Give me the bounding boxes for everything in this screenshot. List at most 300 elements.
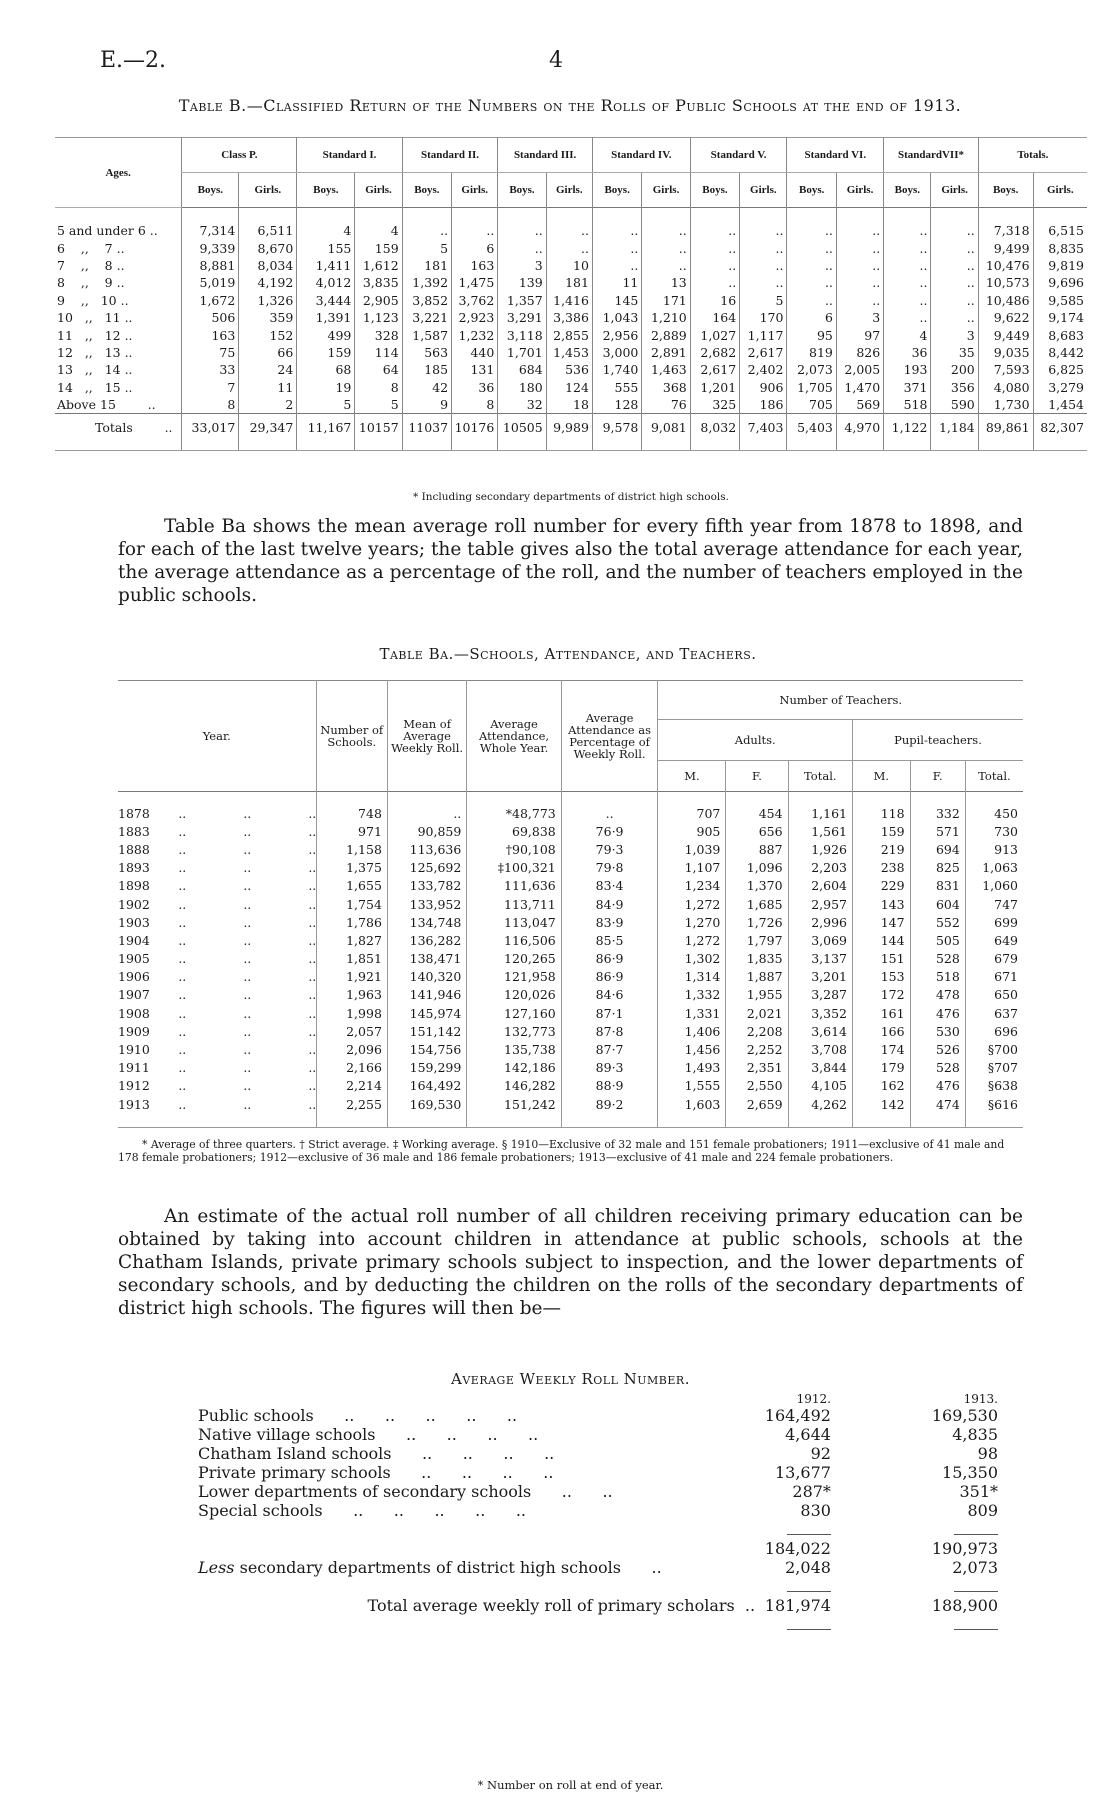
cell-value: 144 <box>853 931 911 949</box>
cell-value: 696 <box>965 1022 1023 1040</box>
cell-value: 147 <box>853 913 911 931</box>
cell-value: 151 <box>853 950 911 968</box>
cell-value: 450 <box>965 804 1023 822</box>
cell-value: 526 <box>910 1040 965 1058</box>
cell-value: 89·3 <box>561 1059 658 1077</box>
year-cell <box>118 968 316 986</box>
leader-dots: .. <box>243 1005 252 1021</box>
year-value: 1912 <box>118 1078 150 1094</box>
cell-value: 476 <box>910 1077 965 1095</box>
leader-dots: .. <box>178 1042 187 1058</box>
table-row <box>118 986 1023 1004</box>
cell-value: 4 <box>884 326 931 343</box>
leader-dots: .. <box>308 914 317 930</box>
year-cell <box>118 1004 316 1022</box>
leader-dots: .. <box>178 896 187 912</box>
subtotal-1912: 184,022 <box>764 1539 831 1558</box>
cell-value: 95 <box>787 326 836 343</box>
cell-value: 238 <box>853 859 911 877</box>
cell-value: 111,636 <box>467 877 561 895</box>
cell-value: 1,123 <box>355 309 402 326</box>
table-row <box>118 895 1023 913</box>
cell-value: 120,026 <box>467 986 561 1004</box>
group-header: StandardVII* <box>884 138 979 173</box>
age-range: 6 ,, 7 .. <box>57 240 125 256</box>
leader-dots: .. <box>308 1023 317 1039</box>
year-cell <box>118 986 316 1004</box>
cell-value: 2,252 <box>726 1040 788 1058</box>
year-value: 1883 <box>118 823 150 839</box>
year-cell <box>118 1040 316 1058</box>
cell-value: 747 <box>965 895 1023 913</box>
cell-value: 76 <box>642 396 690 414</box>
cell-value: 671 <box>965 968 1023 986</box>
less-row <box>198 1558 998 1577</box>
sum-rule <box>954 1534 998 1535</box>
cell-value: .. <box>592 222 641 239</box>
total-value: 9,578 <box>592 414 641 441</box>
cell-value: †90,108 <box>467 840 561 858</box>
cell-value: 1,555 <box>658 1077 726 1095</box>
paragraph-table-ba-intro <box>118 515 1023 607</box>
cell-value: .. <box>787 292 836 309</box>
cell-value: 476 <box>910 1004 965 1022</box>
pupil-m-header: M. <box>853 761 911 792</box>
cell-value: 3,844 <box>788 1059 852 1077</box>
roll-1912: 287* <box>792 1482 831 1501</box>
cell-value: 200 <box>931 361 978 378</box>
cell-value: 518 <box>910 968 965 986</box>
year-value: 1911 <box>118 1060 150 1076</box>
leader-dots: .. <box>243 914 252 930</box>
cell-value: 164 <box>690 309 739 326</box>
cell-value: 3,279 <box>1033 379 1087 396</box>
table-ba-title: Table Ba.—Schools, Attendance, and Teachers. <box>379 645 757 663</box>
table-row <box>118 840 1023 858</box>
cell-value: 229 <box>853 877 911 895</box>
cell-value: 1,926 <box>788 840 852 858</box>
pupil-teachers-header: Pupil-teachers. <box>853 720 1023 761</box>
totals-row <box>55 414 1087 441</box>
cell-value: 1,314 <box>658 968 726 986</box>
leader-dots: .. <box>243 1096 252 1112</box>
cell-value: 1,835 <box>726 950 788 968</box>
pupil-f-header: F. <box>910 761 965 792</box>
year-value: 1898 <box>118 878 150 894</box>
cell-value: 2,905 <box>355 292 402 309</box>
leader-dots: .. <box>243 1078 252 1094</box>
cell-value: .. <box>884 239 931 256</box>
total-value: 9,989 <box>546 414 592 441</box>
cell-value: 1,672 <box>182 292 239 309</box>
cell-value: 6,515 <box>1033 222 1087 239</box>
cell-value: 3 <box>498 257 546 274</box>
cell-value: 1,357 <box>498 292 546 309</box>
cell-value: 155 <box>297 239 355 256</box>
cell-value: 748 <box>316 804 387 822</box>
leader-dots: .. <box>243 969 252 985</box>
cell-value: .. <box>690 257 739 274</box>
year-cell <box>118 1077 316 1095</box>
boys-header: Boys. <box>884 173 931 208</box>
cell-value: 8,881 <box>182 257 239 274</box>
cell-value: .. <box>642 222 690 239</box>
cell-value: 4,192 <box>239 274 297 291</box>
cell-value: 730 <box>965 822 1023 840</box>
cell-value: §616 <box>965 1095 1023 1113</box>
cell-value: 42 <box>402 379 451 396</box>
cell-value: 5 <box>355 396 402 414</box>
cell-value: 4,012 <box>297 274 355 291</box>
grand-total-row <box>198 1596 998 1615</box>
year-cell <box>118 913 316 931</box>
cell-value: 8 <box>355 379 402 396</box>
leader-dots: .. <box>243 823 252 839</box>
table-ba <box>118 680 1023 1128</box>
table-row <box>55 239 1087 256</box>
cell-value: 1,955 <box>726 986 788 1004</box>
cell-value: 2,996 <box>788 913 852 931</box>
cell-value: 1,561 <box>788 822 852 840</box>
cell-value: 1,416 <box>546 292 592 309</box>
total-value: 10505 <box>498 414 546 441</box>
cell-value: 506 <box>182 309 239 326</box>
year-value: 1907 <box>118 987 150 1003</box>
cell-value: 684 <box>498 361 546 378</box>
cell-value: 8,683 <box>1033 326 1087 343</box>
cell-value: .. <box>387 804 466 822</box>
girls-header: Girls. <box>546 173 592 208</box>
boys-header: Boys. <box>978 173 1033 208</box>
group-header: Standard III. <box>498 138 593 173</box>
roll-label: Public schools .. .. .. .. .. <box>198 1406 518 1425</box>
cell-value: 2,096 <box>316 1040 387 1058</box>
cell-value: 186 <box>740 396 787 414</box>
total-value: 82,307 <box>1033 414 1087 441</box>
total-value: 9,081 <box>642 414 690 441</box>
age-range: 10 ,, 11 .. <box>57 310 133 326</box>
cell-value: 86·9 <box>561 950 658 968</box>
leader-dots: .. <box>243 896 252 912</box>
cell-value: 11 <box>592 274 641 291</box>
girls-header: Girls. <box>1033 173 1087 208</box>
cell-value: 9,174 <box>1033 309 1087 326</box>
year-header: Year. <box>202 729 231 743</box>
cell-value: .. <box>931 292 978 309</box>
cell-value: .. <box>787 257 836 274</box>
cell-value: 135,738 <box>467 1040 561 1058</box>
year-value: 1910 <box>118 1042 150 1058</box>
cell-value: 32 <box>498 396 546 414</box>
cell-value: 1,161 <box>788 804 852 822</box>
cell-value: 637 <box>965 1004 1023 1022</box>
paragraph-text: Table Ba shows the mean average roll number for every fifth year from 1878 to 1898, and for each of the last twelve years; the table gives also the total average attendance for each year, the average attendance as a percentage of the roll, and the number of teachers employed in the public schools. <box>118 516 1023 606</box>
leader-dots: .. <box>178 1096 187 1112</box>
cell-value: 97 <box>836 326 883 343</box>
cell-value: 125,692 <box>387 859 466 877</box>
cell-value: .. <box>931 222 978 239</box>
roll-1913: 809 <box>967 1501 998 1520</box>
cell-value: 9,585 <box>1033 292 1087 309</box>
roll-label: Special schools .. .. .. .. .. <box>198 1501 526 1520</box>
cell-value: 705 <box>787 396 836 414</box>
cell-value: 679 <box>965 950 1023 968</box>
cell-value: 454 <box>726 804 788 822</box>
schools-header: Number of Schools. <box>316 681 387 792</box>
cell-value: 5 <box>297 396 355 414</box>
cell-value: 68 <box>297 361 355 378</box>
leader-dots: .. <box>308 932 317 948</box>
cell-value: 145 <box>592 292 641 309</box>
cell-value: 84·6 <box>561 986 658 1004</box>
cell-value: 1,705 <box>787 379 836 396</box>
cell-value: 159,299 <box>387 1059 466 1077</box>
cell-value: .. <box>740 274 787 291</box>
year-cell <box>118 840 316 858</box>
cell-value: 3,118 <box>498 326 546 343</box>
cell-value: 3,852 <box>402 292 451 309</box>
cell-value: 113,711 <box>467 895 561 913</box>
cell-value: 8,670 <box>239 239 297 256</box>
girls-header: Girls. <box>239 173 297 208</box>
leader-dots: .. <box>178 932 187 948</box>
cell-value: 2,617 <box>740 344 787 361</box>
cell-value: 9,449 <box>978 326 1033 343</box>
cell-value: 518 <box>884 396 931 414</box>
cell-value: 1,463 <box>642 361 690 378</box>
leader-dots: .. <box>243 805 252 821</box>
roll-label: Native village schools .. .. .. .. <box>198 1425 539 1444</box>
cell-value: 530 <box>910 1022 965 1040</box>
subtotal-row <box>198 1539 998 1558</box>
paragraph-roll-estimate <box>118 1205 1023 1320</box>
cell-value: 1,332 <box>658 986 726 1004</box>
cell-value: 151,242 <box>467 1095 561 1113</box>
cell-value: 36 <box>452 379 498 396</box>
cell-value: .. <box>498 239 546 256</box>
leader-dots: .. <box>178 969 187 985</box>
cell-value: 76·9 <box>561 822 658 840</box>
roll-1912: 164,492 <box>764 1406 831 1425</box>
year-value: 1888 <box>118 841 150 857</box>
cell-value: 9,339 <box>182 239 239 256</box>
roll-1913: 351* <box>959 1482 998 1501</box>
leader-dots: .. <box>308 969 317 985</box>
cell-value: 79·8 <box>561 859 658 877</box>
cell-value: 7,318 <box>978 222 1033 239</box>
total-value: 8,032 <box>690 414 739 441</box>
cell-value: 9 <box>402 396 451 414</box>
cell-value: §700 <box>965 1040 1023 1058</box>
cell-value: 9,622 <box>978 309 1033 326</box>
roll-row <box>198 1406 998 1425</box>
age-range: Above 15 .. <box>57 397 156 413</box>
year-cell <box>118 1059 316 1077</box>
total-value: 29,347 <box>239 414 297 441</box>
table-b-footnote: * Including secondary departments of district high schools. <box>412 491 730 503</box>
year-1912-header: 1912. <box>796 1392 831 1406</box>
table-row <box>118 1059 1023 1077</box>
cell-value: 571 <box>910 822 965 840</box>
cell-value: 2,659 <box>726 1095 788 1113</box>
cell-value: 440 <box>452 344 498 361</box>
cell-value: 1,107 <box>658 859 726 877</box>
leader-dots: .. <box>178 1060 187 1076</box>
group-header: Standard IV. <box>592 138 690 173</box>
cell-value: 2,617 <box>690 361 739 378</box>
age-range: 5 and under 6 .. <box>57 223 158 239</box>
cell-value: §638 <box>965 1077 1023 1095</box>
leader-dots: .. <box>308 1005 317 1021</box>
cell-value: 162 <box>853 1077 911 1095</box>
adults-total-header: Total. <box>788 761 852 792</box>
average-weekly-roll-table <box>198 1392 998 1634</box>
cell-value: 159 <box>297 344 355 361</box>
cell-value: 831 <box>910 877 965 895</box>
leader-dots: .. <box>178 951 187 967</box>
cell-value: 1,060 <box>965 877 1023 895</box>
cell-value: 528 <box>910 1059 965 1077</box>
cell-value: .. <box>546 222 592 239</box>
year-value: 1904 <box>118 932 150 948</box>
cell-value: 7,314 <box>182 222 239 239</box>
cell-value: 887 <box>726 840 788 858</box>
less-label: secondary departments of district high schools .. <box>234 1558 662 1577</box>
cell-value: 3,137 <box>788 950 852 968</box>
age-range: 11 ,, 12 .. <box>57 327 133 343</box>
boys-header: Boys. <box>787 173 836 208</box>
average-weekly-roll-footnote: * Number on roll at end of year. <box>477 1778 664 1792</box>
table-row <box>118 1040 1023 1058</box>
cell-value: 1,754 <box>316 895 387 913</box>
year-cell <box>118 950 316 968</box>
cell-value: 3,000 <box>592 344 641 361</box>
table-row <box>55 396 1087 414</box>
cell-value: 1,887 <box>726 968 788 986</box>
total-value: 7,403 <box>740 414 787 441</box>
leader-dots: .. <box>308 1078 317 1094</box>
cell-value: 10,486 <box>978 292 1033 309</box>
cell-value: .. <box>690 274 739 291</box>
cell-value: 819 <box>787 344 836 361</box>
roll-1913: 4,835 <box>952 1425 998 1444</box>
adults-m-header: M. <box>658 761 726 792</box>
cell-value: 121,958 <box>467 968 561 986</box>
leader-dots: .. <box>243 841 252 857</box>
cell-value: 169,530 <box>387 1095 466 1113</box>
leader-dots: .. <box>178 1078 187 1094</box>
cell-value: 2,351 <box>726 1059 788 1077</box>
cell-value: 6 <box>452 239 498 256</box>
cell-value: 1,740 <box>592 361 641 378</box>
cell-value: 6,511 <box>239 222 297 239</box>
roll-1913: 98 <box>977 1444 998 1463</box>
paragraph-text: An estimate of the actual roll number of all children receiving primary education can be obtained by taking into account children in attendance at public schools, schools at the Chatham Islands, private primary schools subject to inspection, and the lower departments of secondary schools, and by deducting the children on the rolls of the secondary departments of district high schools. The figures will then be— <box>118 1206 1023 1319</box>
cell-value: .. <box>931 257 978 274</box>
year-cell <box>118 1095 316 1113</box>
cell-value: 1,493 <box>658 1059 726 1077</box>
roll-label: Lower departments of secondary schools .. .. <box>198 1482 613 1501</box>
cell-value: .. <box>884 309 931 326</box>
leader-dots: .. <box>243 1060 252 1076</box>
table-row <box>118 822 1023 840</box>
year-cell <box>118 804 316 822</box>
cell-value: 1,234 <box>658 877 726 895</box>
cell-value: 127,160 <box>467 1004 561 1022</box>
cell-value: 2 <box>239 396 297 414</box>
less-1913: 2,073 <box>952 1558 998 1577</box>
table-row <box>118 1004 1023 1022</box>
roll-1913: 169,530 <box>931 1406 998 1425</box>
leader-dots: .. <box>178 987 187 1003</box>
boys-header: Boys. <box>592 173 641 208</box>
cell-value: 707 <box>658 804 726 822</box>
cell-value: 89·2 <box>561 1095 658 1113</box>
cell-value: 1,921 <box>316 968 387 986</box>
cell-value: 132,773 <box>467 1022 561 1040</box>
cell-value: 24 <box>239 361 297 378</box>
average-weekly-roll-title: Average Weekly Roll Number. <box>451 1370 690 1388</box>
cell-value: 159 <box>355 239 402 256</box>
cell-value: 1,117 <box>740 326 787 343</box>
cell-value: 8 <box>182 396 239 414</box>
table-b <box>55 137 1087 451</box>
cell-value: 171 <box>642 292 690 309</box>
cell-value: 332 <box>910 804 965 822</box>
age-range: 13 ,, 14 .. <box>57 362 133 378</box>
cell-value: 75 <box>182 344 239 361</box>
table-row <box>55 222 1087 239</box>
cell-value: 7,593 <box>978 361 1033 378</box>
cell-value: 166 <box>853 1022 911 1040</box>
sum-rule <box>787 1629 831 1630</box>
cell-value: 154,756 <box>387 1040 466 1058</box>
cell-value: 69,838 <box>467 822 561 840</box>
cell-value: 9,035 <box>978 344 1033 361</box>
adults-header: Adults. <box>658 720 853 761</box>
cell-value: 1,603 <box>658 1095 726 1113</box>
girls-header: Girls. <box>452 173 498 208</box>
cell-value: .. <box>836 257 883 274</box>
total-value: 1,184 <box>931 414 978 441</box>
cell-value: 499 <box>297 326 355 343</box>
cell-value: 694 <box>910 840 965 858</box>
cell-value: .. <box>740 239 787 256</box>
cell-value: 163 <box>452 257 498 274</box>
cell-value: 181 <box>402 257 451 274</box>
cell-value: 3,386 <box>546 309 592 326</box>
cell-value: 1,726 <box>726 913 788 931</box>
less-prefix: Less <box>198 1558 235 1577</box>
cell-value: 1,392 <box>402 274 451 291</box>
cell-value: 18 <box>546 396 592 414</box>
cell-value: 5 <box>740 292 787 309</box>
attendance-header: Average Attendance, Whole Year. <box>467 681 561 792</box>
table-row <box>55 326 1087 343</box>
cell-value: 528 <box>910 950 965 968</box>
cell-value: 64 <box>355 361 402 378</box>
total-label: Total average weekly roll of primary scholars .. <box>367 1596 756 1615</box>
footnote-text: * Average of three quarters. † Strict average. ‡ Working average. § 1910—Exclusive of 32 male and 151 female probationers; 1911—exclusive of 41 male and 178 female probationers; 1912—exclusive of 36 male and 186 female probationers; 1913—exclusive of 41 male and 224 female probationers. <box>118 1138 1005 1164</box>
year-value: 1903 <box>118 914 150 930</box>
cell-value: 84·9 <box>561 895 658 913</box>
cell-value: .. <box>836 274 883 291</box>
cell-value: 3,069 <box>788 931 852 949</box>
cell-value: 180 <box>498 379 546 396</box>
cell-value: 1,043 <box>592 309 641 326</box>
cell-value: 971 <box>316 822 387 840</box>
cell-value: 120,265 <box>467 950 561 968</box>
